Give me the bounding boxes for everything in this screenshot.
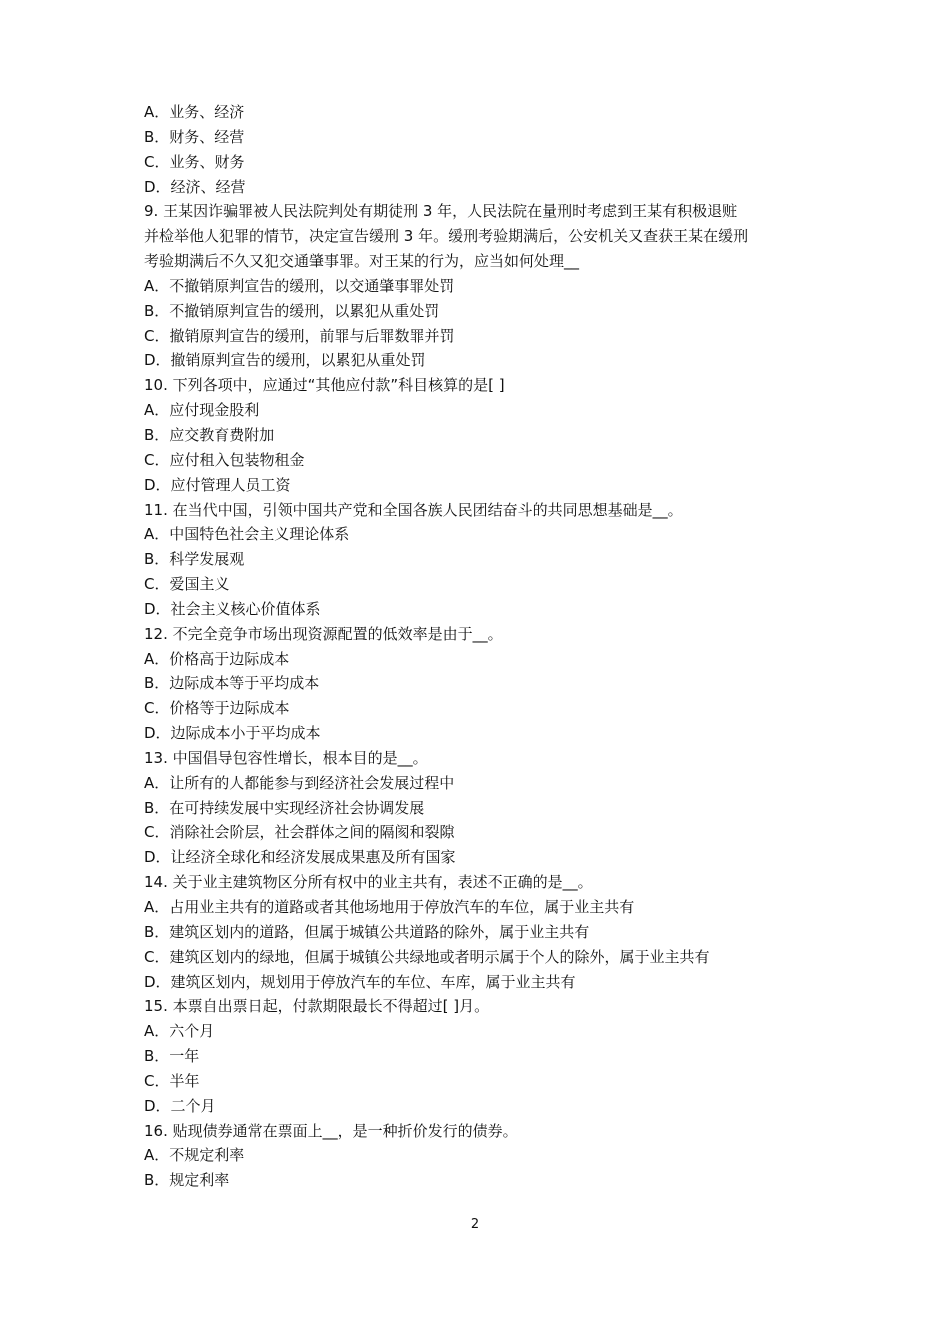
question-text-line: 14. 关于业主建筑物区分所有权中的业主共有，表述不正确的是__。 [144, 873, 593, 892]
answer-option: B．科学发展观 [144, 550, 245, 569]
answer-option: B．财务、经营 [144, 127, 245, 146]
answer-option: D．经济、经营 [144, 177, 246, 196]
question-text-line: 16. 贴现债券通常在票面上__，是一种折价发行的债券。 [144, 1121, 518, 1140]
answer-option: A．占用业主共有的道路或者其他场地用于停放汽车的车位，属于业主共有 [144, 898, 635, 916]
answer-option: B．边际成本等于平均成本 [144, 674, 320, 693]
answer-option: C．爱国主义 [144, 575, 230, 594]
answer-option: C．业务、财务 [144, 152, 245, 171]
answer-option: C．半年 [144, 1071, 200, 1090]
page-number: 2 [470, 1217, 480, 1232]
answer-option: A．中国特色社会主义理论体系 [144, 525, 350, 544]
answer-option: C．建筑区划内的绿地，但属于城镇公共绿地或者明示属于个人的除外，属于业主共有 [144, 947, 710, 966]
answer-option: B．建筑区划内的道路，但属于城镇公共道路的除外，属于业主共有 [144, 922, 590, 941]
answer-option: B．规定利率 [144, 1171, 230, 1190]
question-text-line: 11. 在当代中国，引领中国共产党和全国各族人民团结奋斗的共同思想基础是__。 [144, 500, 683, 519]
answer-option: A．应付现金股利 [144, 401, 260, 420]
question-text-line: 12. 不完全竞争市场出现资源配置的低效率是由于__。 [144, 624, 503, 643]
question-text-line: 10. 下列各项中，应通过“其他应付款”科目核算的是[ ] [144, 376, 505, 395]
answer-option: A．业务、经济 [144, 103, 245, 121]
answer-option: A．不规定利率 [144, 1146, 245, 1165]
question-text-line: 并检举他人犯罪的情节，决定宣告缓刑 3 年。缓刑考验期满后，公安机关又查获王某在缓刑 [144, 227, 749, 246]
answer-option: B．应交教育费附加 [144, 425, 275, 444]
answer-option: A．六个月 [144, 1022, 215, 1041]
answer-option: D．应付管理人员工资 [144, 475, 291, 494]
answer-option: C．撤销原判宣告的缓刑，前罪与后罪数罪并罚 [144, 326, 455, 345]
answer-option: C．消除社会阶层，社会群体之间的隔阂和裂隙 [144, 823, 455, 842]
answer-option: D．建筑区划内，规划用于停放汽车的车位、车库，属于业主共有 [144, 972, 576, 991]
question-list [144, 100, 814, 1193]
question-text-line: 9. 王某因诈骗罪被人民法院判处有期徒刑 3 年，人民法院在量刑时考虑到王某有积极退赃 [144, 202, 738, 221]
answer-option: D．社会主义核心价值体系 [144, 599, 321, 618]
answer-option: A．让所有的人都能参与到经济社会发展过程中 [144, 773, 455, 792]
answer-option: B．一年 [144, 1047, 200, 1066]
answer-option: A．不撤销原判宣告的缓刑，以交通肇事罪处罚 [144, 276, 455, 295]
answer-option: D．边际成本小于平均成本 [144, 724, 321, 743]
answer-option: D．撤销原判宣告的缓刑，以累犯从重处罚 [144, 351, 426, 370]
answer-option: B．不撤销原判宣告的缓刑，以累犯从重处罚 [144, 301, 440, 320]
answer-option: C．价格等于边际成本 [144, 699, 290, 718]
answer-option: B．在可持续发展中实现经济社会协调发展 [144, 798, 425, 817]
answer-option: D．二个月 [144, 1096, 216, 1115]
answer-option: A．价格高于边际成本 [144, 649, 290, 668]
answer-option: C．应付租入包装物租金 [144, 450, 305, 469]
question-text-line: 13. 中国倡导包容性增长，根本目的是__。 [144, 748, 428, 767]
question-text-line: 考验期满后不久又犯交通肇事罪。对王某的行为，应当如何处理__ [144, 252, 580, 271]
answer-option: D．让经济全球化和经济发展成果惠及所有国家 [144, 848, 456, 867]
question-text-line: 15. 本票自出票日起，付款期限最长不得超过[ ]月。 [144, 997, 490, 1016]
